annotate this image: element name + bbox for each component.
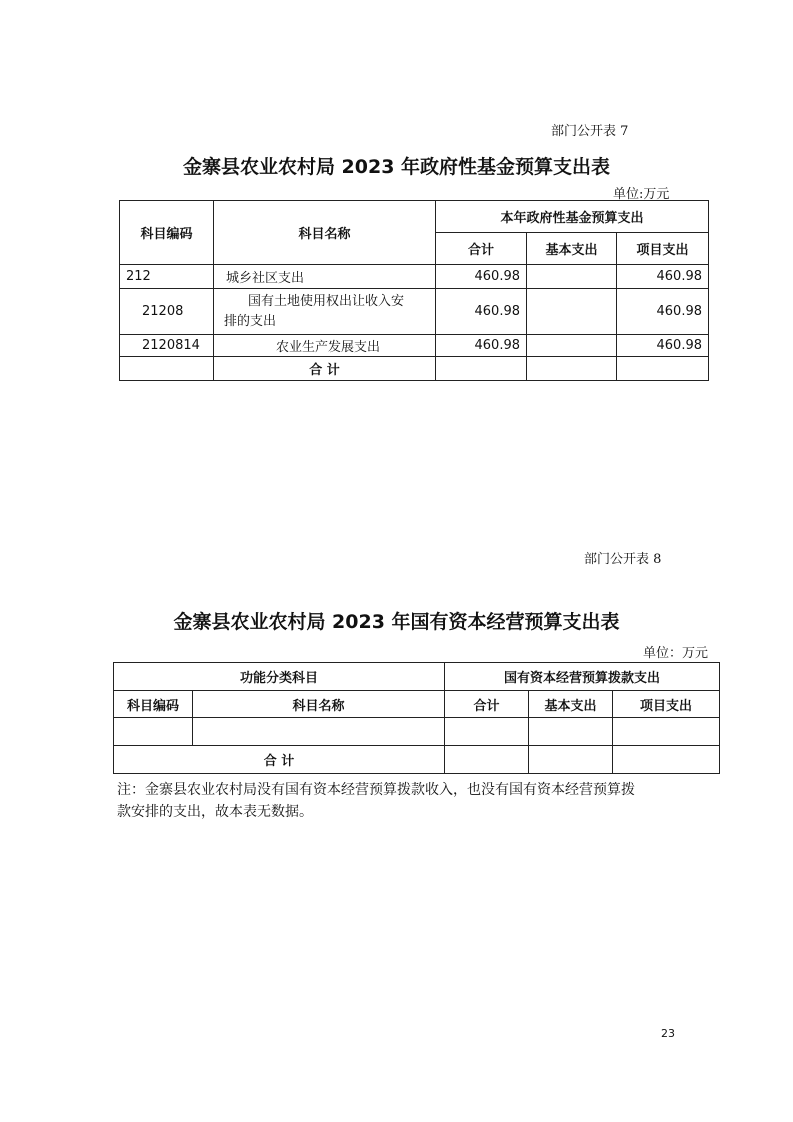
row-name [214,289,436,335]
page-number: 23 [661,1027,675,1040]
table-row [120,265,709,289]
row-total: 460.98 [436,265,527,289]
row-project: 460.98 [617,335,709,357]
table7-header-total: 合计 [436,233,527,265]
table7-header-group: 本年政府性基金预算支出 [436,201,709,233]
table7 [119,200,709,381]
table7-header-code: 科目编码 [120,201,214,265]
table8-header-total: 合计 [445,691,529,718]
sum-total [445,746,529,774]
row-total: 460.98 [436,289,527,335]
sum-basic [529,746,613,774]
sum-empty [120,357,214,381]
table8-label: 部门公开表 8 [584,552,662,567]
sum-project [617,357,709,381]
table8-header-basic: 基本支出 [529,691,613,718]
table7-header-basic: 基本支出 [527,233,617,265]
row-project: 460.98 [617,289,709,335]
table8-sum-label: 合 计 [114,746,445,774]
row-project: 460.98 [617,265,709,289]
empty-cell [193,718,445,746]
table8-header-group: 国有资本经营预算拨款支出 [445,663,720,691]
note-line2: 款安排的支出，故本表无数据。 [117,804,313,820]
row-name-line1: 国有土地使用权出让收入安 [248,293,405,309]
table-row [120,335,709,357]
table7-header-project: 项目支出 [617,233,709,265]
row-name: 农业生产发展支出 [214,335,436,357]
row-code: 212 [120,265,214,289]
row-basic [527,335,617,357]
table8-title: 金寨县农业农村局 2023 年国有资本经营预算支出表 [173,611,620,633]
table7-sum-row [120,357,709,381]
table8-header-func-group: 功能分类科目 [114,663,445,691]
row-name: 城乡社区支出 [214,265,436,289]
row-name-line2: 排的支出 [224,313,277,329]
table8-header-project: 项目支出 [613,691,720,718]
empty-cell [114,718,193,746]
note-line1: 注：金寨县农业农村局没有国有资本经营预算拨款收入，也没有国有资本经营预算拨 [117,782,635,798]
row-basic [527,289,617,335]
table7-title: 金寨县农业农村局 2023 年政府性基金预算支出表 [182,156,611,178]
sum-total [436,357,527,381]
sum-project [613,746,720,774]
table-row [120,289,709,335]
table-row [114,718,720,746]
table8-header-code: 科目编码 [114,691,193,718]
table8-note [117,779,727,823]
table7-sum-label: 合 计 [214,357,436,381]
row-total: 460.98 [436,335,527,357]
empty-cell [445,718,529,746]
sum-basic [527,357,617,381]
row-code: 2120814 [120,335,214,357]
table7-header-name: 科目名称 [214,201,436,265]
empty-cell [529,718,613,746]
row-code: 21208 [120,289,214,335]
empty-cell [613,718,720,746]
table8 [113,662,720,774]
table7-unit: 单位:万元 [613,187,670,202]
table8-unit: 单位：万元 [643,646,709,661]
table7-label: 部门公开表 7 [551,124,629,139]
row-basic [527,265,617,289]
table8-sum-row [114,746,720,774]
table8-header-name: 科目名称 [193,691,445,718]
